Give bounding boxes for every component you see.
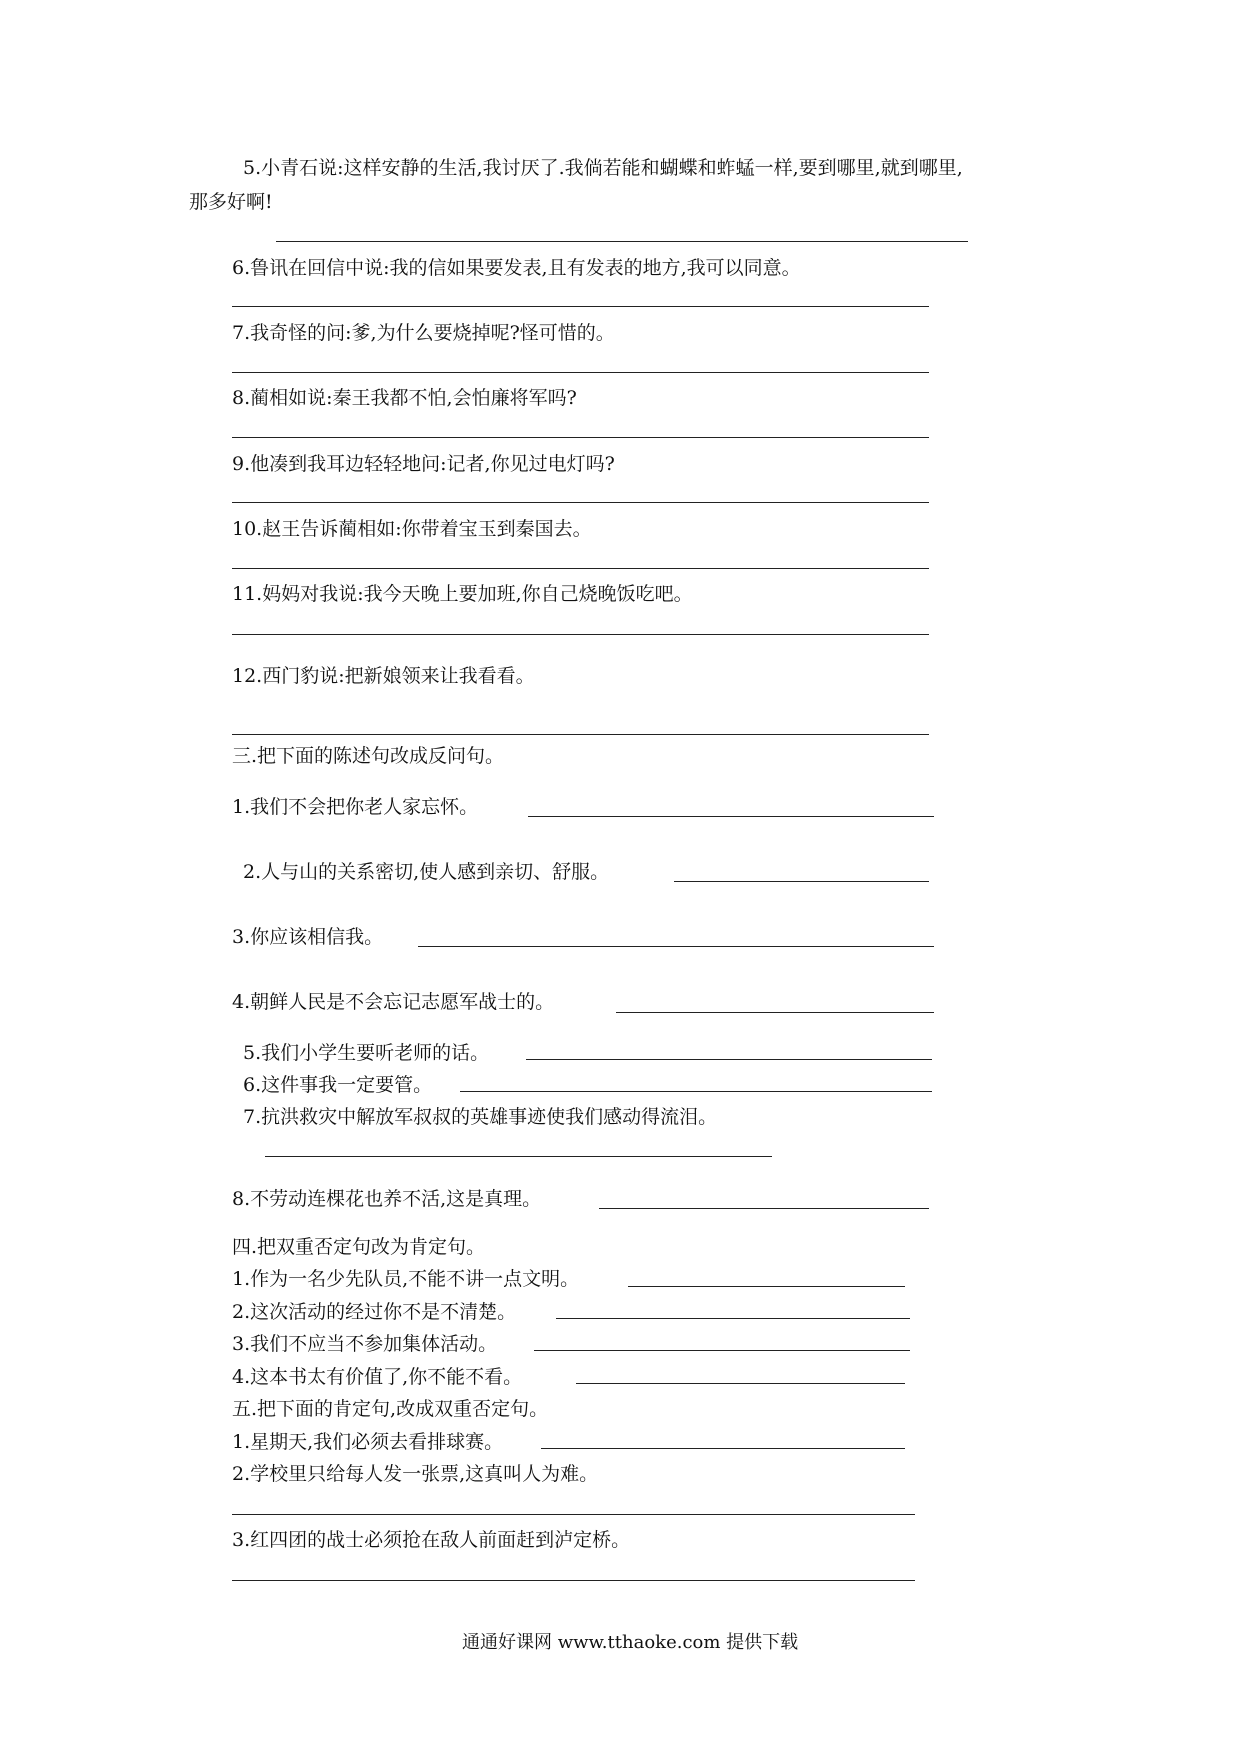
answer-line-8[interactable] — [232, 437, 929, 438]
s4-answer-line-2[interactable] — [556, 1318, 910, 1319]
s5-item-3: 3.红四团的战士必须抢在敌人前面赶到泸定桥。 — [232, 1529, 631, 1551]
item-12: 12.西门豹说:把新娘领来让我看看。 — [232, 665, 535, 687]
s3-item-1: 1.我们不会把你老人家忘怀。 — [232, 796, 479, 818]
s3-item-6: 6.这件事我一定要管。 — [243, 1074, 433, 1096]
s4-item-3: 3.我们不应当不参加集体活动。 — [232, 1333, 498, 1355]
s4-answer-line-1[interactable] — [628, 1286, 905, 1287]
section-5-heading: 五.把下面的肯定句,改成双重否定句。 — [232, 1398, 549, 1420]
answer-line-6[interactable] — [232, 306, 929, 307]
s3-item-5: 5.我们小学生要听老师的话。 — [243, 1042, 490, 1064]
s3-answer-line-3[interactable] — [418, 946, 934, 947]
item-11: 11.妈妈对我说:我今天晚上要加班,你自己烧晚饭吃吧。 — [232, 583, 693, 605]
item-5-line-1: 5.小青石说:这样安静的生活,我讨厌了.我倘若能和蝴蝶和蚱蜢一样,要到哪里,就到哪里, — [243, 157, 963, 179]
s5-answer-line-3[interactable] — [232, 1580, 915, 1581]
s3-item-7: 7.抗洪救灾中解放军叔叔的英雄事迹使我们感动得流泪。 — [243, 1106, 718, 1128]
item-5-line-2: 那多好啊! — [189, 191, 273, 213]
s5-answer-line-1[interactable] — [541, 1448, 905, 1449]
s3-item-4: 4.朝鲜人民是不会忘记志愿军战士的。 — [232, 991, 555, 1013]
answer-line-10[interactable] — [232, 568, 929, 569]
s4-item-2: 2.这次活动的经过你不是不清楚。 — [232, 1301, 517, 1323]
item-6: 6.鲁讯在回信中说:我的信如果要发表,且有发表的地方,我可以同意。 — [232, 257, 801, 279]
answer-line-11[interactable] — [232, 634, 929, 635]
s3-answer-line-8[interactable] — [599, 1208, 929, 1209]
footer-credit: 通通好课网 www.tthaoke.com 提供下载 — [462, 1632, 799, 1653]
s3-answer-line-6[interactable] — [460, 1091, 932, 1092]
item-9: 9.他凑到我耳边轻轻地问:记者,你见过电灯吗? — [232, 453, 615, 475]
s3-answer-line-4[interactable] — [616, 1012, 934, 1013]
s3-answer-line-1[interactable] — [528, 816, 934, 817]
answer-line-7[interactable] — [232, 372, 929, 373]
s4-item-1: 1.作为一名少先队员,不能不讲一点文明。 — [232, 1268, 580, 1290]
s4-answer-line-3[interactable] — [534, 1350, 910, 1351]
section-4-heading: 四.把双重否定句改为肯定句。 — [232, 1236, 486, 1258]
s5-item-1: 1.星期天,我们必须去看排球赛。 — [232, 1431, 504, 1453]
s4-item-4: 4.这本书太有价值了,你不能不看。 — [232, 1366, 523, 1388]
s3-item-8: 8.不劳动连棵花也养不活,这是真理。 — [232, 1188, 542, 1210]
s3-answer-line-5[interactable] — [526, 1059, 932, 1060]
s3-item-2: 2.人与山的关系密切,使人感到亲切、舒服。 — [243, 861, 610, 883]
answer-line-9[interactable] — [232, 502, 929, 503]
item-8: 8.蔺相如说:秦王我都不怕,会怕廉将军吗? — [232, 387, 577, 409]
answer-line-5[interactable] — [276, 241, 968, 242]
section-3-heading: 三.把下面的陈述句改成反问句。 — [232, 745, 505, 767]
s3-answer-line-2[interactable] — [674, 881, 929, 882]
s4-answer-line-4[interactable] — [576, 1383, 905, 1384]
s5-answer-line-2[interactable] — [232, 1514, 915, 1515]
s3-answer-line-7[interactable] — [265, 1156, 772, 1157]
answer-line-12[interactable] — [232, 734, 929, 735]
item-7: 7.我奇怪的问:爹,为什么要烧掉呢?怪可惜的。 — [232, 322, 615, 344]
item-10: 10.赵王告诉蔺相如:你带着宝玉到秦国去。 — [232, 518, 592, 540]
s5-item-2: 2.学校里只给每人发一张票,这真叫人为难。 — [232, 1463, 599, 1485]
s3-item-3: 3.你应该相信我。 — [232, 926, 384, 948]
